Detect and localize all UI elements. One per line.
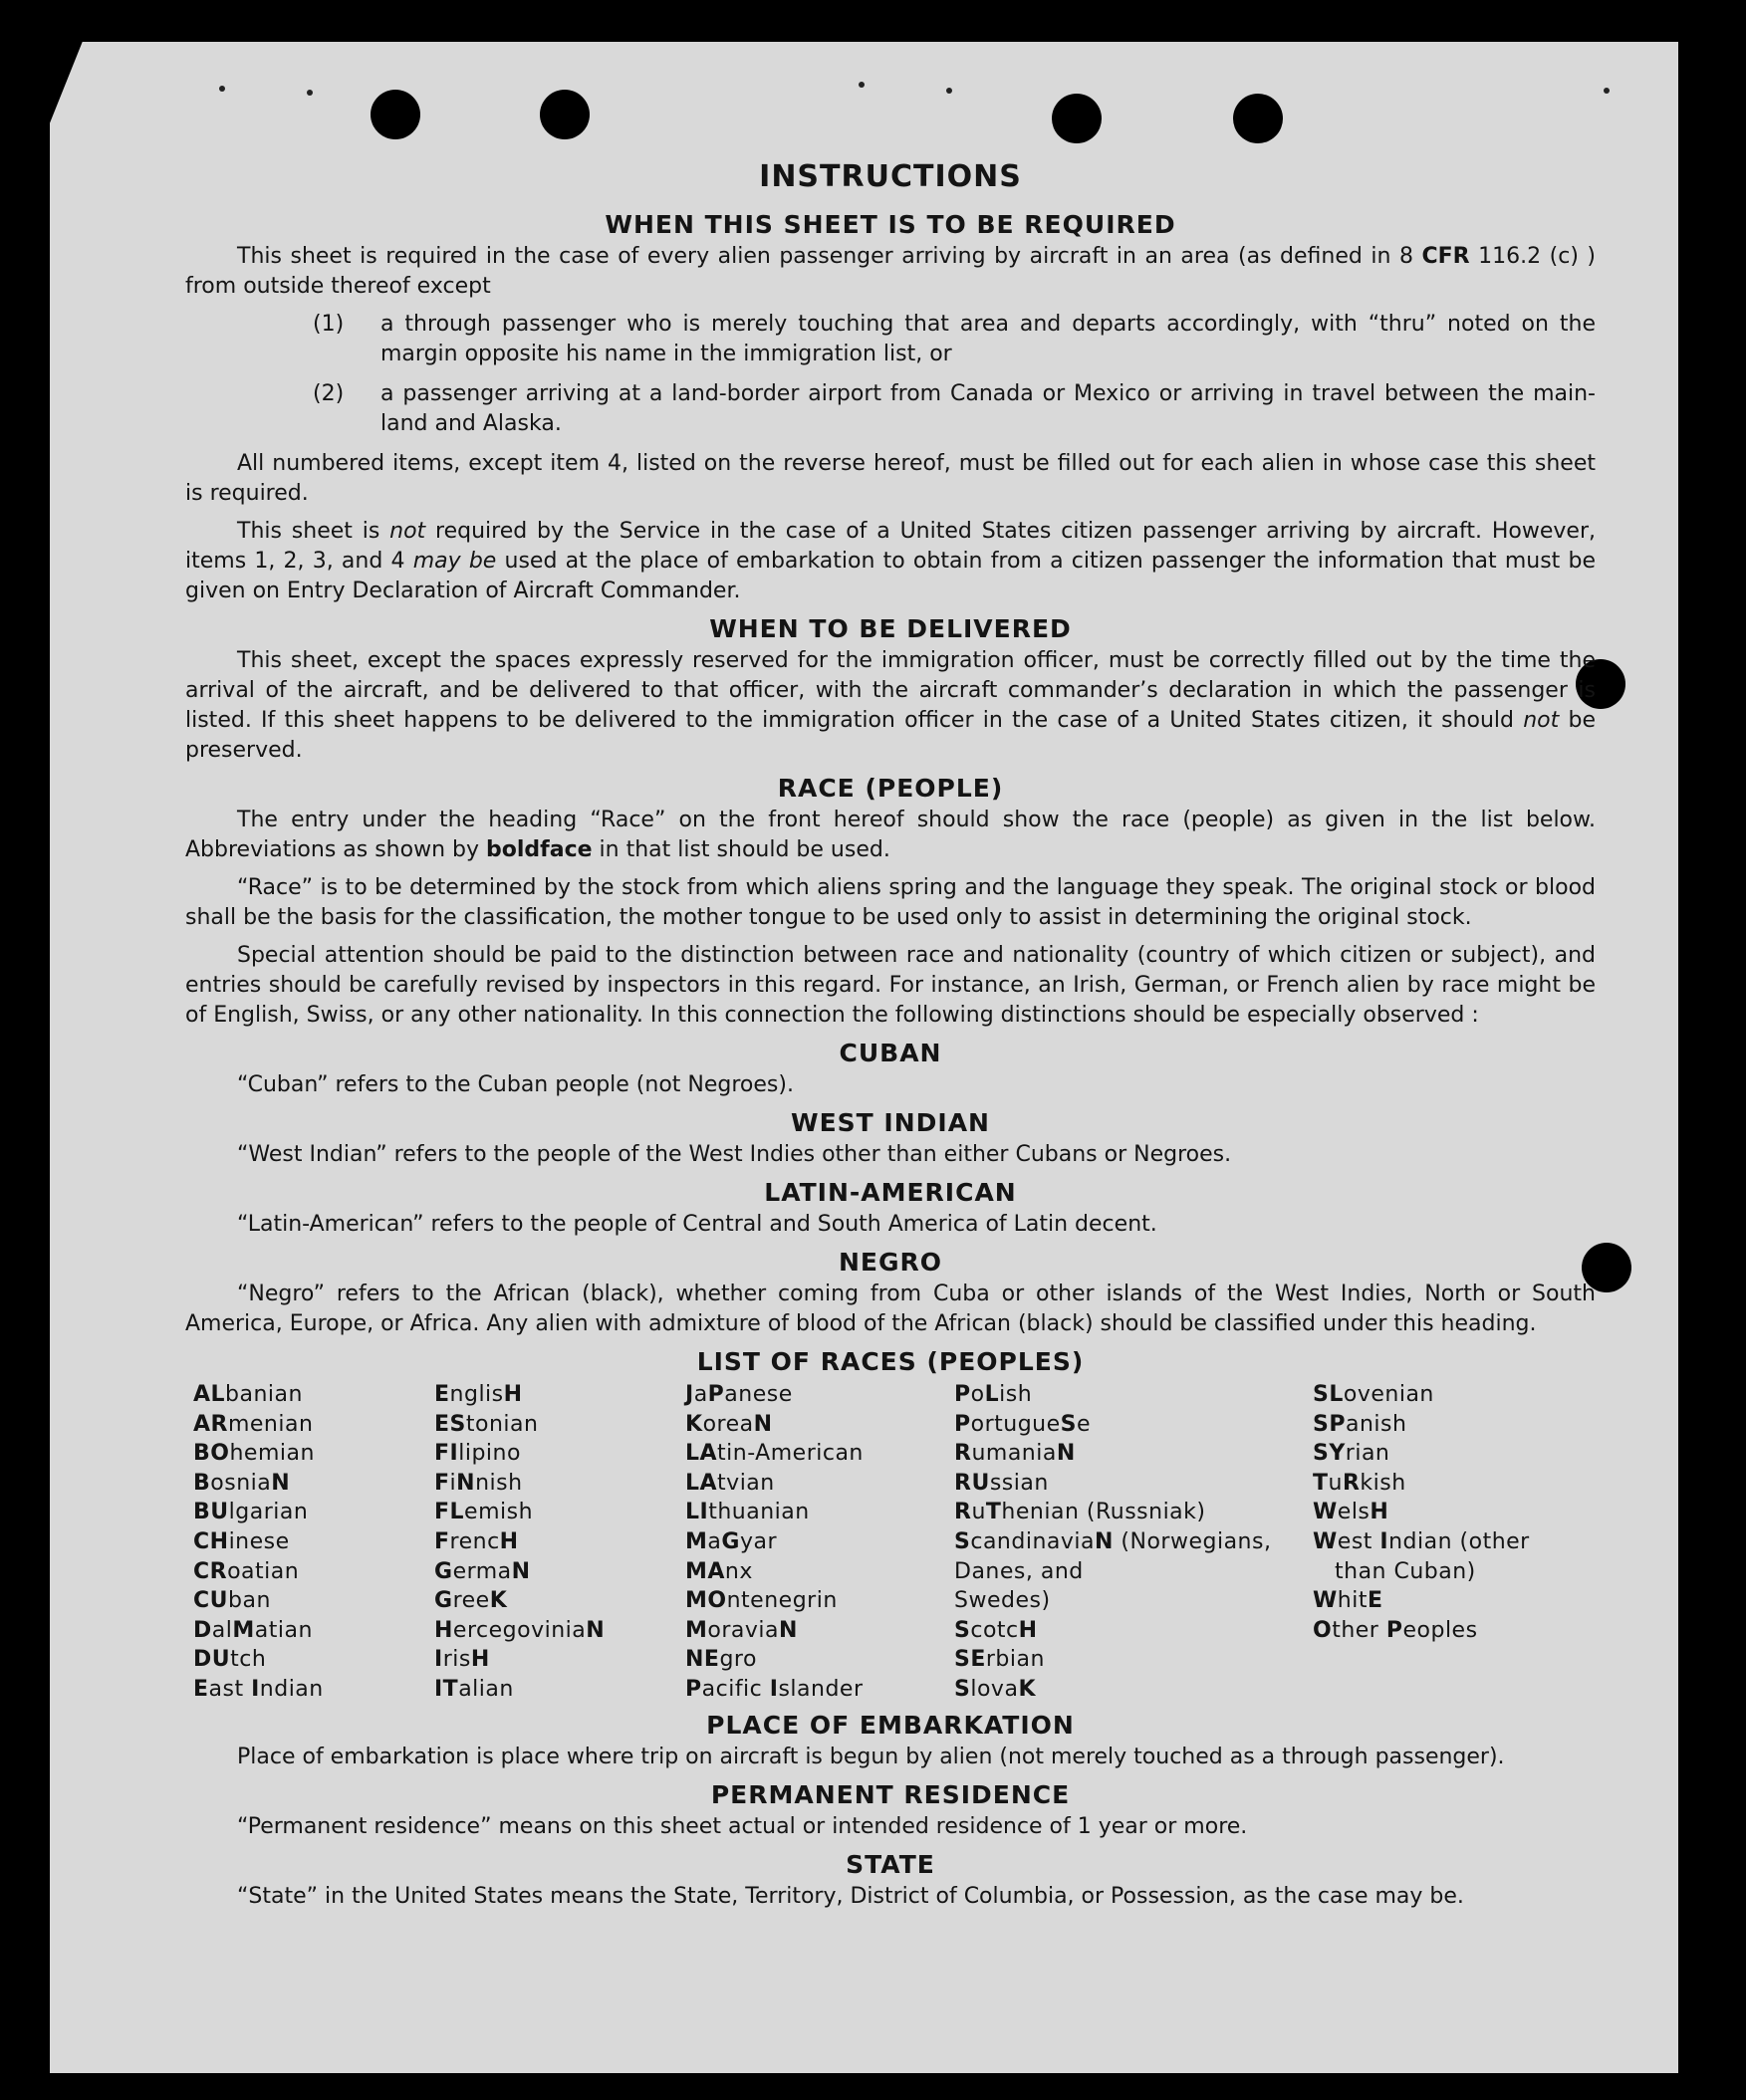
when-delivered-text: This sheet, except the spaces expressly reserved for the immigration officer, must be correctly filled out by the time the arrival of the aircraft, and be delivered to that officer, with the aircraft commander’s declaration in which the passenger is listed. If this sheet happens to be delivered to the immigration officer in the case of a United States citizen, it should not be preserved. — [185, 648, 1596, 763]
race-entry: FLemish — [434, 1500, 534, 1525]
punch-hole — [540, 90, 590, 139]
place-of-embarkation-text: Place of embarkation is place where trip on aircraft is begun by alien (not merely touched as a through passenger). — [237, 1744, 1505, 1769]
race-entry: East Indian — [193, 1676, 324, 1702]
race-entry: WelsH — [1313, 1500, 1389, 1525]
item-number: (1) — [313, 312, 345, 337]
race-entry: Other Peoples — [1313, 1617, 1478, 1643]
race-entry: RumaniaN — [954, 1441, 1076, 1467]
cuban-text: “Cuban” refers to the Cuban people (not Negroes). — [237, 1072, 794, 1097]
punch-hole — [1233, 94, 1283, 143]
race-paragraph-2: “Race” is to be determined by the stock from which aliens spring and the language they speak. The original stock or blood shall be the basis for the classification, the mother tongue to be used only to assist in determining the original stock. — [185, 875, 1596, 930]
punch-hole — [371, 90, 420, 139]
section-heading-place-of-embarkation: PLACE OF EMBARKATION — [706, 1710, 1075, 1740]
race-entry: GreeK — [434, 1588, 508, 1614]
race-entry: MAnx — [685, 1558, 753, 1584]
race-entry: FIlipino — [434, 1441, 521, 1467]
section-heading-permanent-residence: PERMANENT RESIDENCE — [710, 1779, 1071, 1809]
race-entry: LAtvian — [685, 1470, 775, 1496]
race-entry: ScotcH — [954, 1617, 1038, 1643]
section-heading-negro: NEGRO — [838, 1248, 943, 1277]
races-list — [193, 1380, 1596, 1705]
race-entry: WhitE — [1313, 1588, 1383, 1614]
section-heading-cuban: CUBAN — [839, 1039, 942, 1067]
race-entry: PortugueSe — [954, 1411, 1092, 1437]
race-entry: ScandinaviaN (Norwegians, — [954, 1528, 1272, 1554]
race-paragraph-3: Special attention should be paid to the distinction between race and nationality (country of which citizen or subject), and entries should be carefully revised by inspectors in this regard. For instance, an Irish, German, or French alien by race might be of English, Swiss, or any other nationality. In this connection the following distinctions should be especially observed : — [185, 943, 1596, 1028]
instructions-content — [185, 159, 1596, 1920]
section-heading-latin-american: LATIN-AMERICAN — [764, 1178, 1017, 1207]
when-required-intro: This sheet is required in the case of every alien passenger arriving by aircraft in an area (as defined in 8 CFR 116.2 (c) ) from outside thereof except — [185, 244, 1597, 299]
race-entry: MOntenegrin — [685, 1588, 838, 1614]
race-entry: GermaN — [434, 1558, 531, 1584]
paper-speck — [1604, 88, 1610, 94]
race-entry: ARmenian — [193, 1411, 314, 1437]
permanent-residence-text: “Permanent residence” means on this sheet actual or intended residence of 1 year or more. — [237, 1813, 1248, 1839]
race-entry: IrisH — [434, 1647, 490, 1673]
item-number: (2) — [313, 381, 345, 406]
negro-text: “Negro” refers to the African (black), whether coming from Cuba or other islands of the West Indies, North or South America, Europe, or Africa. Any alien with admixture of blood of the African (black) should be classified under this heading. — [185, 1282, 1596, 1336]
race-entry: EStonian — [434, 1411, 539, 1437]
race-entry: BUlgarian — [193, 1500, 309, 1525]
race-entry: BosniaN — [193, 1470, 291, 1496]
race-entry: KoreaN — [685, 1411, 773, 1437]
race-entry: than Cuban) — [1335, 1558, 1476, 1584]
race-entry: HercegoviniaN — [434, 1617, 606, 1643]
section-heading-race: RACE (PEOPLE) — [777, 774, 1004, 803]
paper-speck — [307, 90, 313, 96]
race-column — [434, 1380, 685, 1705]
latin-american-text: “Latin-American” refers to the people of Central and South America of Latin decent. — [237, 1212, 1157, 1237]
race-entry: SLovenian — [1313, 1382, 1434, 1407]
race-entry: Swedes) — [954, 1588, 1051, 1614]
section-heading-west-indian: WEST INDIAN — [791, 1108, 990, 1137]
citizen-paragraph: This sheet is not required by the Service in the case of a United States citizen passenger arriving by aircraft. However, items 1, 2, 3, and 4 may be used at the place of embarkation to obtain from a citizen passenger the information that must be given on Entry Declaration of Aircraft Commander. — [185, 519, 1597, 603]
race-entry: ITalian — [434, 1676, 514, 1702]
race-entry: NEgro — [685, 1647, 757, 1673]
race-entry: Danes, and — [954, 1558, 1084, 1584]
exception-item-2 — [185, 379, 1596, 439]
paper-speck — [859, 82, 865, 88]
race-entry: DalMatian — [193, 1617, 313, 1643]
race-entry: MaGyar — [685, 1528, 777, 1554]
section-heading-state: STATE — [846, 1849, 935, 1879]
race-entry: SYrian — [1313, 1441, 1390, 1467]
race-entry: CRoatian — [193, 1558, 300, 1584]
section-heading-when-delivered: WHEN TO BE DELIVERED — [709, 614, 1072, 643]
race-entry: FiNnish — [434, 1470, 523, 1496]
race-entry: SPanish — [1313, 1411, 1407, 1437]
race-entry: Pacific Islander — [685, 1676, 864, 1702]
race-entry: CUban — [193, 1588, 271, 1614]
race-entry: PoLish — [954, 1382, 1033, 1407]
race-entry: EnglisH — [434, 1382, 523, 1407]
numbered-items-paragraph: All numbered items, except item 4, listed on the reverse hereof, must be filled out for each alien in whose case this sheet is required. — [185, 451, 1596, 506]
race-entry: JaPanese — [685, 1382, 793, 1407]
race-paragraph-1: The entry under the heading “Race” on the front hereof should show the race (people) as given in the list below. Abbreviations as shown by boldface in that list should be used. — [185, 808, 1596, 862]
race-entry: BOhemian — [193, 1441, 315, 1467]
race-entry: DUtch — [193, 1647, 267, 1673]
race-column — [685, 1380, 954, 1705]
west-indian-text: “West Indian” refers to the people of the West Indies other than either Cubans or Negroes. — [237, 1142, 1232, 1167]
race-entry: LIthuanian — [685, 1500, 810, 1525]
punch-hole — [1052, 94, 1102, 143]
race-entry: ALbanian — [193, 1382, 303, 1407]
section-heading-list-of-races: LIST OF RACES (PEOPLES) — [696, 1347, 1085, 1376]
race-entry: SErbian — [954, 1647, 1045, 1673]
race-column — [1313, 1380, 1572, 1705]
race-entry: West Indian (other — [1313, 1528, 1530, 1554]
race-entry: FrencH — [434, 1528, 519, 1554]
item-text: a passenger arriving at a land-border airport from Canada or Mexico or arriving in travel between the main-land and Alaska. — [380, 381, 1596, 436]
race-entry: RuThenian (Russniak) — [954, 1500, 1206, 1525]
item-text: a through passenger who is merely touching that area and departs accordingly, with “thru” noted on the margin opposite his name in the immigration list, or — [380, 312, 1596, 366]
race-entry: TuRkish — [1313, 1470, 1406, 1496]
race-entry: RUssian — [954, 1470, 1049, 1496]
race-column — [954, 1380, 1313, 1705]
race-entry: SlovaK — [954, 1676, 1036, 1702]
race-entry: LAtin-American — [685, 1441, 864, 1467]
race-entry: MoraviaN — [685, 1617, 798, 1643]
race-entry: CHinese — [193, 1528, 290, 1554]
state-text: “State” in the United States means the State, Territory, District of Columbia, or Possession, as the case may be. — [237, 1883, 1464, 1909]
exception-item-1 — [185, 310, 1596, 369]
page-title: INSTRUCTIONS — [759, 159, 1022, 194]
section-heading-when-required: WHEN THIS SHEET IS TO BE REQUIRED — [605, 210, 1176, 239]
paper-speck — [219, 86, 225, 92]
paper-speck — [946, 88, 952, 94]
race-column — [193, 1380, 434, 1705]
